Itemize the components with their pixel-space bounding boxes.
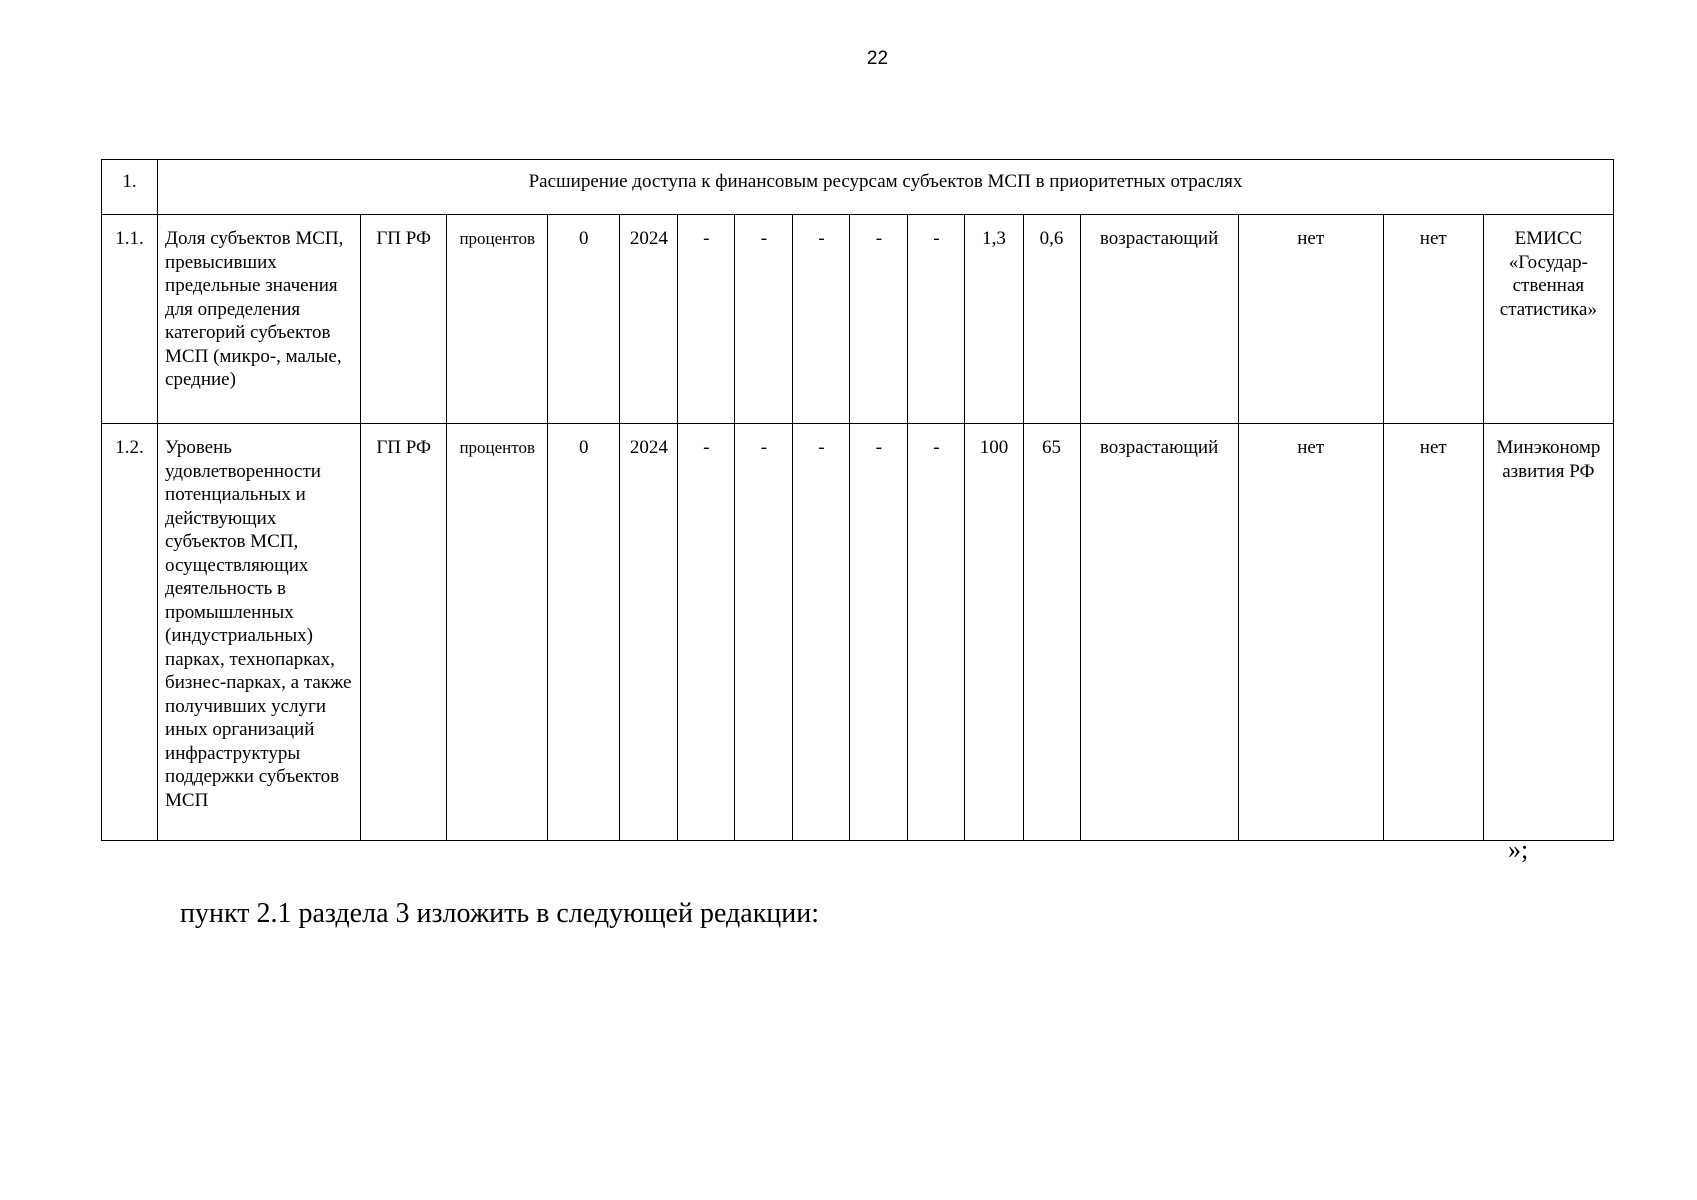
- flag-cell: нет: [1383, 215, 1483, 424]
- value-cell: -: [735, 424, 793, 841]
- value-cell: -: [850, 424, 908, 841]
- value-cell: -: [850, 215, 908, 424]
- trend: возрастающий: [1080, 424, 1238, 841]
- base-year: 2024: [620, 215, 678, 424]
- section-number: 1.: [102, 160, 158, 215]
- value-cell: -: [735, 215, 793, 424]
- flag-cell: нет: [1238, 424, 1383, 841]
- closing-quote: »;: [1508, 835, 1529, 864]
- indicator-name: Доля субъектов МСП, превысивших предельные значения для определения категорий субъектов МСП (микро-, малые, средние): [158, 215, 361, 424]
- value-cell: -: [793, 215, 850, 424]
- indicator-level: ГП РФ: [361, 215, 447, 424]
- unit: процентов: [447, 215, 548, 424]
- base-year: 2024: [620, 424, 678, 841]
- indicator-name: Уровень удовлетворенности потенциальных и действующих субъектов МСП, осуществляющих деятельность в промышленных (индустриальных) парках, технопарках, бизнес-парках, а также получивших услуги иных организаций инфраструктуры поддержки субъектов МСП: [158, 424, 361, 841]
- table-row: [102, 215, 1614, 424]
- value-cell: 65: [1023, 424, 1080, 841]
- value-cell: -: [678, 424, 735, 841]
- section-title: Расширение доступа к финансовым ресурсам субъектов МСП в приоритетных отраслях: [158, 160, 1614, 215]
- data-source: Минэкономр азвития РФ: [1483, 424, 1613, 841]
- value-cell: -: [908, 215, 965, 424]
- amendment-instruction: пункт 2.1 раздела 3 изложить в следующей редакции:: [180, 898, 820, 929]
- value-cell: 0,6: [1023, 215, 1080, 424]
- base-value: 0: [548, 215, 620, 424]
- value-cell: 100: [965, 424, 1023, 841]
- flag-cell: нет: [1238, 215, 1383, 424]
- indicator-level: ГП РФ: [361, 424, 447, 841]
- flag-cell: нет: [1383, 424, 1483, 841]
- row-number: 1.2.: [102, 424, 158, 841]
- trend: возрастающий: [1080, 215, 1238, 424]
- data-source: ЕМИСС «Государ-ственная статистика»: [1483, 215, 1613, 424]
- row-number: 1.1.: [102, 215, 158, 424]
- value-cell: -: [793, 424, 850, 841]
- unit: процентов: [447, 424, 548, 841]
- table-row: [102, 424, 1614, 841]
- base-value: 0: [548, 424, 620, 841]
- value-cell: -: [678, 215, 735, 424]
- page-number: 22: [866, 48, 889, 69]
- section-row: [102, 160, 1614, 215]
- value-cell: 1,3: [965, 215, 1023, 424]
- value-cell: -: [908, 424, 965, 841]
- indicators-table: [101, 159, 1614, 841]
